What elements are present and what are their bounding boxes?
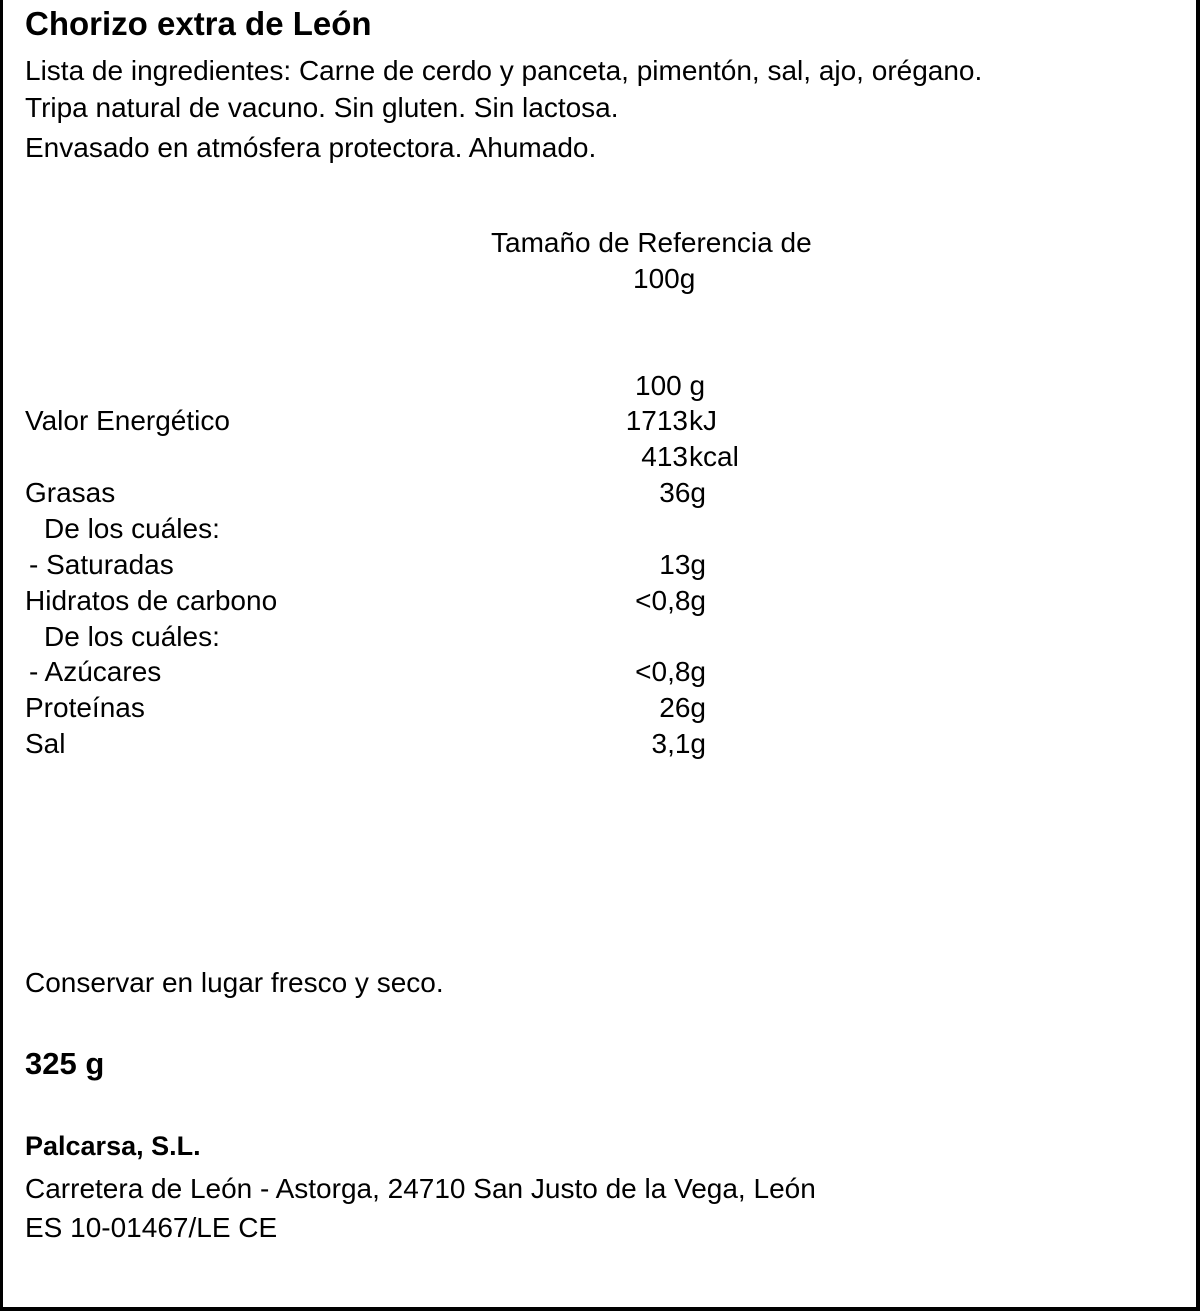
casing-text: Tripa natural de vacuno. Sin gluten. Sin lactosa. bbox=[25, 92, 619, 123]
reference-size-line2: 100g bbox=[633, 263, 696, 294]
energy-kcal-unit: kcal bbox=[689, 441, 739, 472]
carbs-value: <0,8g bbox=[635, 585, 706, 616]
fat-label: Grasas bbox=[25, 477, 116, 508]
energy-kcal-value: 413 bbox=[641, 441, 688, 472]
protein-label: Proteínas bbox=[25, 692, 145, 723]
salt-label: Sal bbox=[25, 728, 66, 759]
ingredients-text: Lista de ingredientes: Carne de cerdo y panceta, pimentón, sal, ajo, orégano. bbox=[25, 55, 983, 86]
energy-kj-value: 1713 bbox=[625, 405, 688, 436]
saturated-value: 13g bbox=[659, 549, 706, 580]
manufacturer-name: Palcarsa, S.L. bbox=[25, 1131, 201, 1161]
registry-number: ES 10-01467/LE CE bbox=[25, 1212, 278, 1243]
reference-size-line1: Tamaño de Referencia de bbox=[491, 227, 812, 258]
protein-value: 26g bbox=[659, 692, 706, 723]
sugars-label: - Azúcares bbox=[29, 656, 162, 687]
saturated-label: - Saturadas bbox=[29, 549, 174, 580]
carbs-sub-label: De los cuáles: bbox=[44, 621, 220, 652]
manufacturer-address: Carretera de León - Astorga, 24710 San Justo de la Vega, León bbox=[25, 1173, 816, 1204]
sugars-value: <0,8g bbox=[635, 656, 706, 687]
nutrition-column-header: 100 g bbox=[635, 370, 706, 401]
fat-value: 36g bbox=[659, 477, 706, 508]
carbs-label: Hidratos de carbono bbox=[25, 585, 278, 616]
energy-label: Valor Energético bbox=[25, 405, 230, 436]
packaging-text: Envasado en atmósfera protectora. Ahumado. bbox=[25, 132, 597, 163]
fat-sub-label: De los cuáles: bbox=[44, 513, 220, 544]
salt-value: 3,1g bbox=[651, 728, 706, 759]
net-weight: 325 g bbox=[25, 1046, 105, 1081]
storage-instructions: Conservar en lugar fresco y seco. bbox=[25, 967, 444, 998]
energy-kj-unit: kJ bbox=[689, 405, 717, 436]
product-title: Chorizo extra de León bbox=[25, 5, 372, 42]
